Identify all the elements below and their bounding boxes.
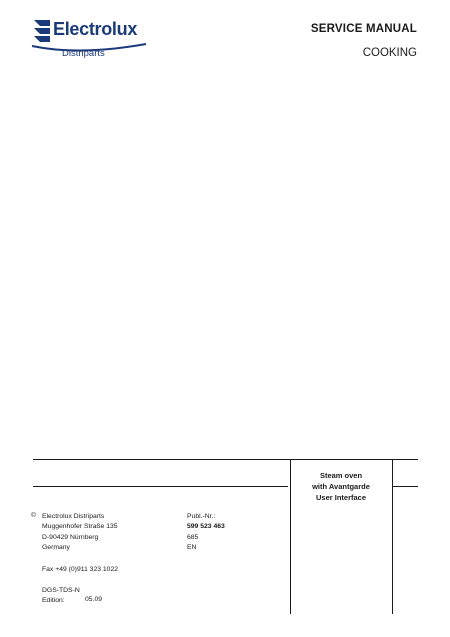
product-line-3: User Interface: [315, 493, 367, 502]
company-address: [42, 512, 118, 553]
copyright-symbol: ©: [31, 512, 37, 519]
top-rule: [33, 459, 418, 460]
edition-info: [42, 586, 80, 606]
divider-right: [392, 459, 393, 614]
product-line-2: with Avantgarde: [312, 482, 370, 491]
fax-number: Fax +49 (0)911 323 1022: [42, 566, 119, 573]
brand-subtitle: Distriparts: [62, 48, 105, 59]
address-line-3: D-90429 Nürnberg: [42, 533, 99, 541]
publication-language: EN: [187, 543, 197, 551]
edition-label: Edition:: [42, 597, 65, 604]
publication-info: [187, 512, 225, 553]
electrolux-logo: [30, 18, 150, 64]
brand-name: Electrolux: [53, 19, 138, 39]
address-line-4: Germany: [42, 543, 70, 551]
edition-value: 05.09: [85, 596, 103, 603]
address-line-1: Electrolux Distriparts: [42, 513, 105, 520]
document-title: SERVICE MANUAL: [310, 23, 417, 35]
address-line-2: Muggenhofer Straße 135: [42, 523, 118, 531]
publication-number: 599 523 463: [187, 523, 225, 531]
publication-label: Publ.-Nr.:: [187, 513, 216, 520]
middle-rule: [33, 486, 288, 487]
product-description: [291, 470, 391, 503]
document-category: COOKING: [362, 47, 417, 59]
department-code: DGS-TDS-N: [42, 587, 80, 594]
product-line-1: Steam oven: [319, 471, 363, 480]
right-rule: [393, 486, 418, 487]
publication-code: 685: [187, 533, 199, 541]
